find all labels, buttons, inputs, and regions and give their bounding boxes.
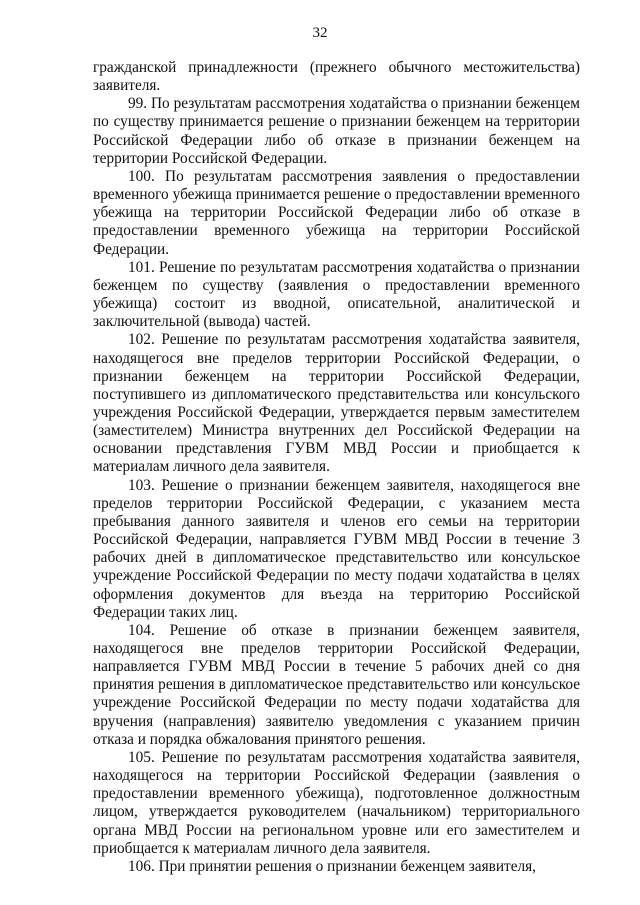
paragraph-103: 103. Решение о признании беженцем заявителя, находящегося вне пределов территории Российской Федерации, с указанием места пребывания данного заявителя и членов его семьи на территории Российской Федерации, направляется ГУВМ МВД России в течение 3 рабочих дней в дипломатическое представительство или консульское учреждение Российской Федерации по месту подачи ходатайства в целях оформления документов для въезда на территорию Российской Федерации таких лиц.: [93, 476, 580, 621]
paragraph-104: 104. Решение об отказе в признании беженцем заявителя, находящегося вне пределов территории Российской Федерации, направляется ГУВМ МВД России в течение 5 рабочих дней со дня принятия решения в дипломатическое представительство или консульское учреждение Российской Федерации по месту подачи ходатайства для вручения (направления) заявителю уведомления с указанием причин отказа и порядка обжалования принятого решения.: [93, 621, 580, 748]
paragraph-continuation: гражданской принадлежности (прежнего обычного местожительства) заявителя.: [93, 59, 580, 95]
paragraph-101: 101. Решение по результатам рассмотрения ходатайства о признании беженцем по существу (заявления о предоставлении временного убежища) состоит из вводной, описательной, аналитической и заключительной (вывода) частей.: [93, 258, 580, 331]
paragraph-102: 102. Решение по результатам рассмотрения ходатайства заявителя, находящегося вне пределов территории Российской Федерации, о признании беженцем на территории Российской Федерации, поступившего из дипломатического представительства или консульского учреждения Российской Федерации, утверждается первым заместителем (заместителем) Министра внутренних дел Российской Федерации на основании представления ГУВМ МВД России и приобщается к материалам личного дела заявителя.: [93, 331, 580, 476]
paragraph-99: 99. По результатам рассмотрения ходатайства о признании беженцем по существу принимается решение о признании беженцем на территории Российской Федерации либо об отказе в признании беженцем на территории Российской Федерации.: [93, 95, 580, 167]
paragraph-100: 100. По результатам рассмотрения заявления о предоставлении временного убежища принимается решение о предоставлении временного убежища на территории Российской Федерации либо об отказе в предоставлении временного убежища на территории Российской Федерации.: [93, 167, 580, 258]
paragraph-105: 105. Решение по результатам рассмотрения ходатайства заявителя, находящегося на территории Российской Федерации (заявления о предоставлении временного убежища), подготовленное должностным лицом, утверждается руководителем (начальником) территориального органа МВД России на региональном уровне или его заместителем и приобщается к материалам личного дела заявителя.: [93, 748, 580, 857]
paragraph-106: 106. При принятии решения о признании беженцем заявителя,: [128, 857, 536, 875]
page-number: 32: [312, 25, 328, 41]
document-body: [93, 59, 580, 876]
